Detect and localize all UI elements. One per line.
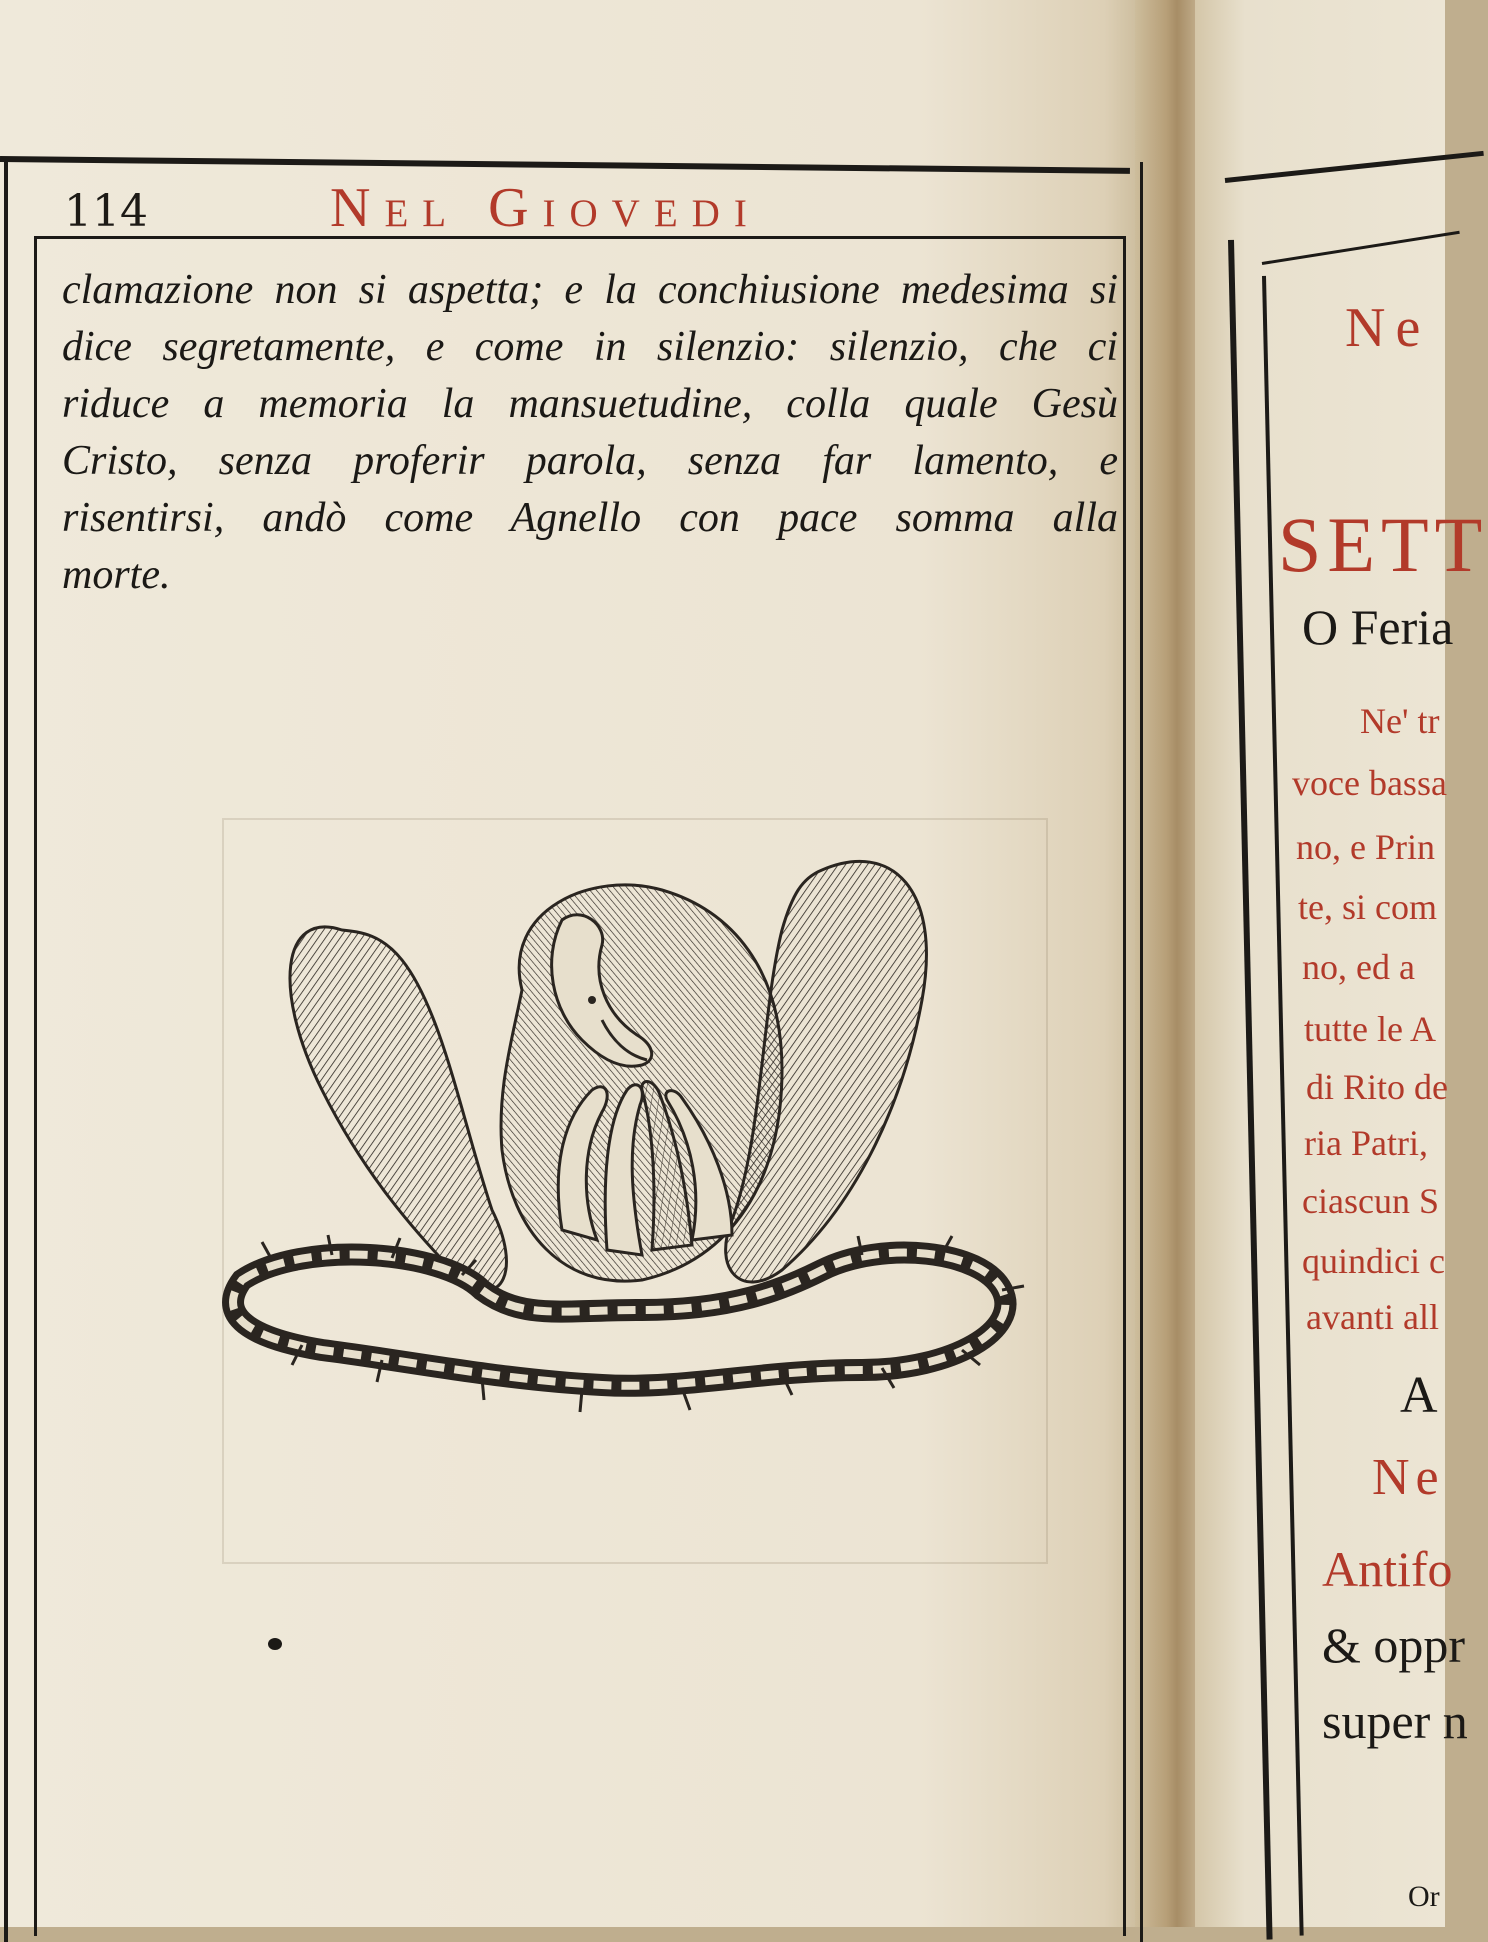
right-page-footer-fragment: Or <box>1408 1880 1440 1913</box>
pelican-engraving <box>262 850 1022 1530</box>
right-page-rubric-line: voce bassa <box>1292 763 1447 803</box>
right-page-rubric-line: ria Patri, <box>1304 1123 1428 1163</box>
right-page-running-head: Ne <box>1345 297 1431 359</box>
right-page-rubric-line: quindici c <box>1302 1241 1445 1281</box>
right-page-text-line: & oppr <box>1322 1617 1466 1673</box>
body-line: clamazione non si aspetta; e la conchiusione medesima si <box>62 267 1118 313</box>
body-line: dice segretamente, e come in silenzio: silenzio, che ci <box>62 324 1118 370</box>
right-page-rubric-line: Ne' tr <box>1360 701 1440 741</box>
right-page-rubric-line: te, si com <box>1298 887 1437 927</box>
running-head: Nel Giovedi <box>330 177 761 239</box>
right-page-rubric-line: tutte le A <box>1304 1009 1436 1049</box>
right-page-rubric-line: avanti all <box>1306 1297 1439 1337</box>
right-page-heading: Ne <box>1372 1449 1445 1506</box>
ink-spot <box>268 1638 282 1650</box>
right-page-rubric-line: di Rito de <box>1306 1067 1448 1107</box>
body-text <box>62 262 1118 604</box>
page-number: 114 <box>64 186 148 237</box>
right-page-title: SETT <box>1278 501 1488 588</box>
right-page-rubric-line: ciascun S <box>1302 1181 1439 1221</box>
body-line: morte. <box>62 552 171 598</box>
right-page-text-line: super n <box>1322 1693 1468 1749</box>
body-line: risentirsi, andò come Agnello con pace somma alla <box>62 495 1118 541</box>
body-line: riduce a memoria la mansuetudine, colla quale Gesù <box>62 381 1118 427</box>
right-page-subtitle: O Feria <box>1302 599 1454 655</box>
body-line: Cristo, senza proferir parola, senza far lamento, e <box>62 438 1118 484</box>
right-page-antiphon-line: Antifo <box>1322 1541 1453 1597</box>
right-page-rubric-line: no, e Prin <box>1296 827 1435 867</box>
right-page-heading: A <box>1400 1367 1438 1424</box>
right-page-rubric-line: no, ed a <box>1302 947 1415 987</box>
